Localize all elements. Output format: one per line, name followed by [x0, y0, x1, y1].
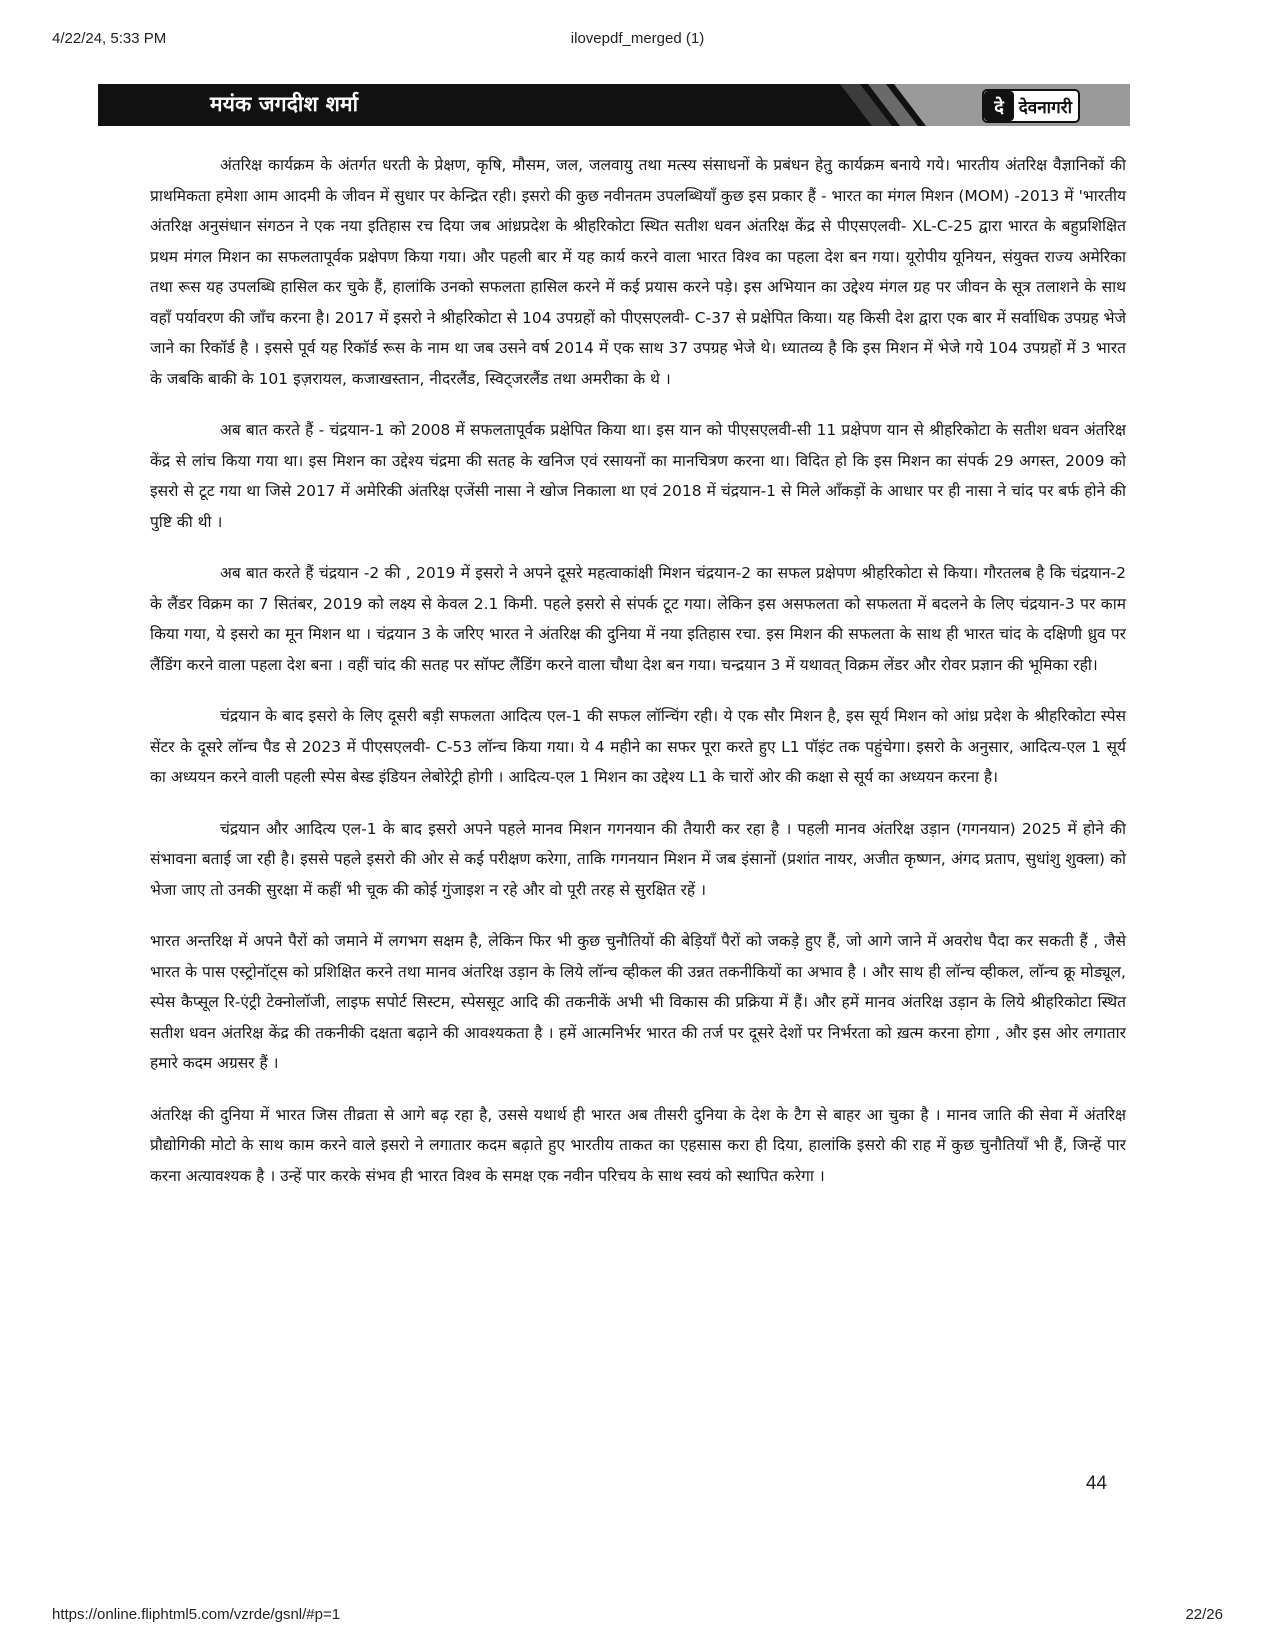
- paragraph: अब बात करते हैं चंद्रयान -2 की , 2019 में इसरो ने अपने दूसरे महत्वाकांक्षी मिशन चंद्रयान-2 का सफल प्रक्षेपण श्रीहरिकोटा से किया। गौरतलब है कि चंद्रयान-2 के लैंडर विक्रम का 7 सितंबर, 2019 को लक्ष्य से केवल 2.1 किमी. पहले इसरो से संपर्क टूट गया। लेकिन इस असफलता को सफलता में बदलने के लिए चंद्रयान-3 पर काम किया गया, ये इसरो का मून मिशन था । चंद्रयान 3 के जरिए भारत ने अंतरिक्ष की दुनिया में नया इतिहास रचा. इस मिशन की सफलता के साथ ही भारत चांद के दक्षिणी ध्रुव पर लैंडिंग करने वाला पहला देश बना । वहीं चांद की सतह पर सॉफ्ट लैंडिंग करने वाला चौथा देश बन गया। चन्द्रयान 3 में यथावत् विक्रम लेंडर और रोवर प्रज्ञान की भूमिका रही।: [150, 564, 1126, 674]
- article-banner: [98, 84, 1130, 126]
- brand-logo-glyph: दे: [993, 97, 1004, 118]
- brand-badge: [982, 89, 1080, 123]
- print-footer: [52, 1606, 1223, 1626]
- brand-name: देवनागरी: [1018, 97, 1072, 118]
- print-page-count: 22/26: [1185, 1606, 1223, 1623]
- banner-stripes: [820, 84, 1130, 126]
- source-url: https://online.fliphtml5.com/vzrde/gsnl/#p=1: [52, 1606, 341, 1623]
- article-body: [150, 150, 1126, 1212]
- print-header: [52, 30, 1223, 50]
- print-timestamp: 4/22/24, 5:33 PM: [52, 30, 167, 47]
- paragraph: अंतरिक्ष कार्यक्रम के अंतर्गत धरती के प्रेक्षण, कृषि, मौसम, जल, जलवायु तथा मत्स्य संसाधनों के प्रबंधन हेतु कार्यक्रम बनाये गये। भारतीय अंतरिक्ष वैज्ञानिकों की प्राथमिकता हमेशा आम आदमी के जीवन में सुधार पर केन्द्रित रही। इसरो की कुछ नवीनतम उपलब्धियाँ कुछ इस प्रकार हैं - भारत का मंगल मिशन (MOM) -2013 में 'भारतीय अंतरिक्ष अनुसंधान संगठन ने एक नया इतिहास रच दिया जब आंध्रप्रदेश के श्रीहरिकोटा स्थित सतीश धवन अंतरिक्ष केंद्र से पीएसएलवी- XL-C-25 द्वारा भारत के बहुप्रशिक्षित प्रथम मंगल मिशन का सफलतापूर्वक प्रक्षेपण किया गया। और पहली बार में यह कार्य करने वाला भारत विश्व का पहला देश बन गया। यूरोपीय यूनियन, संयुक्त राज्य अमेरिका तथा रूस यह उपलब्धि हासिल कर चुके हैं, हालांकि उनको सफलता हासिल करने में कई प्रयास करने पड़े। इस अभियान का उद्देश्य मंगल ग्रह पर जीवन के सूत्र तलाशने के साथ वहाँ पर्यावरण की जाँच करना है। 2017 में इसरो ने श्रीहरिकोटा से 104 उपग्रहों को पीएसएलवी- C-37 से प्रक्षेपित किया। यह किसी देश द्वारा एक बार में सर्वाधिक उपग्रह भेजे जाने का रिकॉर्ड है । इससे पूर्व यह रिकॉर्ड रूस के नाम था जब उसने वर्ष 2014 में एक साथ 37 उपग्रह भेजे थे। ध्यातव्य है कि इस मिशन में भेजे गये 104 उपग्रहों में 3 भारत के जबकि बाकी के 101 इज़रायल, कजाखस्तान, नीदरलैंड, स्विट्जरलैंड तथा अमरीका के थे ।: [150, 156, 1126, 388]
- page-number: 44: [1085, 1473, 1107, 1494]
- author-name: मयंक जगदीश शर्मा: [210, 92, 359, 116]
- document-title: ilovepdf_merged (1): [570, 30, 705, 47]
- paragraph: भारत अन्तरिक्ष में अपने पैरों को जमाने में लगभग सक्षम है, लेकिन फिर भी कुछ चुनौतियों की बेड़ियाँ पैरों को जकड़े हुए हैं, जो आगे जाने में अवरोध पैदा कर सकती हैं , जैसे भारत के पास एस्ट्रोनॉट्स को प्रशिक्षित करने तथा मानव अंतरिक्ष उड़ान के लिये लॉन्च व्हीकल की उन्नत तकनीकियों का अभाव है । और साथ ही लॉन्च व्हीकल, लॉन्च क्रू मोड्यूल, स्पेस कैप्सूल रि-एंट्री टेक्नोलॉजी, लाइफ सपोर्ट सिस्टम, स्पेससूट आदि की तकनीकें अभी भी विकास की प्रक्रिया में हैं। और हमें मानव अंतरिक्ष उड़ान के लिये श्रीहरिकोटा स्थित सतीश धवन अंतरिक्ष केंद्र की तकनीकी दक्षता बढ़ाने की आवश्यकता है । हमें आत्मनिर्भर भारत की तर्ज पर दूसरे देशों पर निर्भरता को ख़त्म करना होगा , और इस ओर लगातार हमारे कदम अग्रसर हैं ।: [150, 932, 1126, 1072]
- devanagari-logo-icon: [984, 91, 1014, 121]
- paragraph: अंतरिक्ष की दुनिया में भारत जिस तीव्रता से आगे बढ़ रहा है, उससे यथार्थ ही भारत अब तीसरी दुनिया के देश के टैग से बाहर आ चुका है । मानव जाति की सेवा में अंतरिक्ष प्रौद्योगिकी मोटो के साथ काम करने वाले इसरो ने लगातार कदम बढ़ाते हुए भारतीय ताकत का एहसास करा ही दिया, हालांकि इसरो की राह में कुछ चुनौतियाँ भी हैं, जिन्हें पार करना अत्यावश्यक है । उन्हें पार करके संभव ही भारत विश्व के समक्ष एक नवीन परिचय के साथ स्वयं को स्थापित करेगा ।: [150, 1105, 1126, 1185]
- paragraph: अब बात करते हैं - चंद्रयान-1 को 2008 में सफलतापूर्वक प्रक्षेपित किया था। इस यान को पीएसएलवी-सी 11 प्रक्षेपण यान से श्रीहरिकोटा के सतीश धवन अंतरिक्ष केंद्र से लांच किया गया था। इस मिशन का उद्देश्य चंद्रमा की सतह के खनिज एवं रसायनों का मानचित्रण करना था। विदित हो कि इस मिशन का संपर्क 29 अगस्त, 2009 को इसरो से टूट गया था जिसे 2017 में अमेरिकी अंतरिक्ष एजेंसी नासा ने खोज निकाला था एवं 2018 में चंद्रयान-1 से मिले आँकड़ों के आधार पर ही नासा ने चांद पर बर्फ होने की पुष्टि की थी ।: [150, 421, 1126, 531]
- paragraph: चंद्रयान के बाद इसरो के लिए दूसरी बड़ी सफलता आदित्य एल-1 की सफल लॉन्चिंग रही। ये एक सौर मिशन है, इस सूर्य मिशन को आंध्र प्रदेश के श्रीहरिकोटा स्पेस सेंटर के दूसरे लॉन्च पैड से 2023 में पीएसएलवी- C-53 लॉन्च किया गया। ये 4 महीने का सफर पूरा करते हुए L1 पॉइंट तक पहुंचेगा। इसरो के अनुसार, आदित्य-एल 1 सूर्य का अध्ययन करने वाली पहली स्पेस बेस्ड इंडियन लेबोरेट्री होगी । आदित्य-एल 1 मिशन का उद्देश्य L1 के चारों ओर की कक्षा से सूर्य का अध्ययन करना है।: [150, 707, 1126, 786]
- paragraph: चंद्रयान और आदित्य एल-1 के बाद इसरो अपने पहले मानव मिशन गगनयान की तैयारी कर रहा है । पहली मानव अंतरिक्ष उड़ान (गगनयान) 2025 में होने की संभावना बताई जा रही है। इससे पहले इसरो की ओर से कई परीक्षण करेगा, ताकि गगनयान मिशन में जब इंसानों (प्रशांत नायर, अजीत कृष्णन, अंगद प्रताप, सुधांशु शुक्ला) को भेजा जाए तो उनकी सुरक्षा में कहीं भी चूक की कोई गुंजाइश न रहे और वो पूरी तरह से सुरक्षित रहें ।: [150, 819, 1126, 899]
